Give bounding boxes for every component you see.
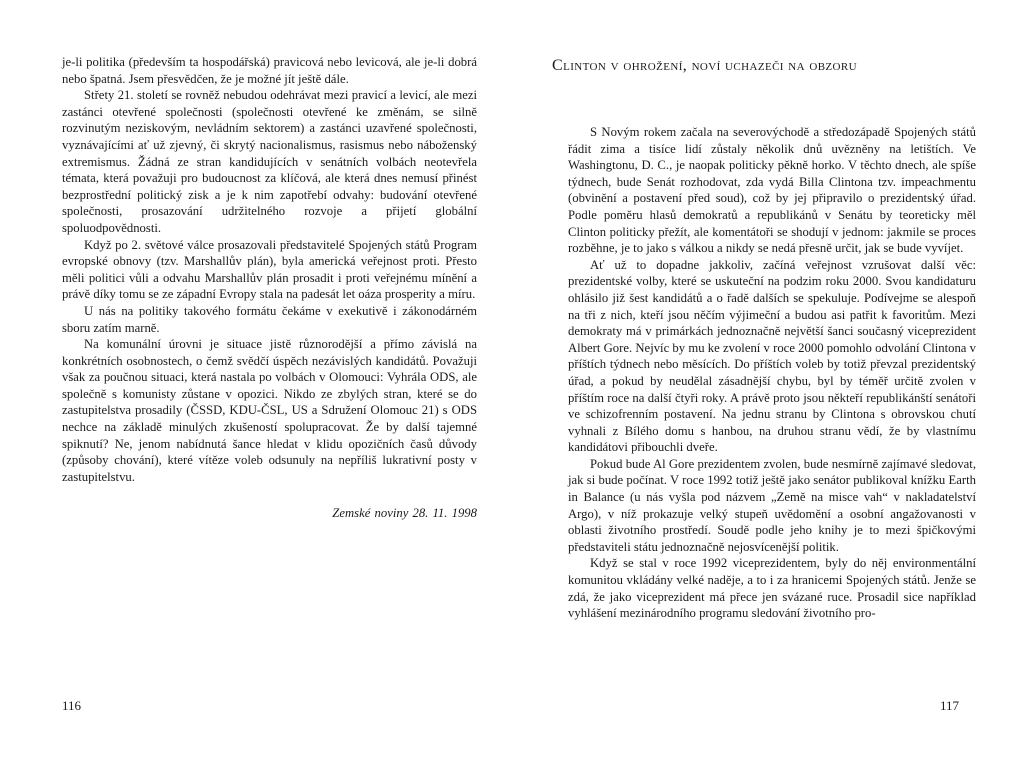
page-number: 116 [62, 698, 82, 713]
chapter-title: Clinton v ohrožení, noví uchazeči na obzoru [552, 57, 857, 74]
paragraph: Ať už to dopadne jakkoliv, začíná veřejnost vzrušovat další věc: prezidentské volby, které se uskuteční na podzim roku 2000. Svou kandidaturu ohlásilo již šest kandidátů a o řadě dalších se spekuluje. Podívejme se alespoň na tři z nich, kteří jsou něčím výjimeční a budou asi patřit k favoritům. Mezi demokraty má v primárkách jednoznačně největší šanci současný viceprezident Albert Gore. Nejvíc by mu ke zvolení v roce 2000 pomohlo odvolání Clintona v příštích týdnech nebo měsících. Do příštích voleb by totiž převzal prezidentský úřad, a pokud by neudělal zásadnější chybu, byl by téměř určitě zvolen v příštím roce na další čtyři roky. A právě proto jsou někteří republikánští senátoři ve schizofrenním postavení. Na jednu stranu by Clintona s obrovskou chutí vyhnali z Bílého domu s hanbou, na druhou stranu vědí, že by vlastnímu kandidátovi přibouchli dveře. [568, 257, 976, 455]
right-page [512, 0, 1024, 762]
paragraph: je-li politika (především ta hospodářská) pravicová nebo levicová, ale je-li dobrá nebo špatná. Jsem přesvědčen, že je možné jít ještě dále. [62, 55, 477, 86]
paragraph: Střety 21. století se rovněž nebudou odehrávat mezi pravicí a levicí, ale mezi zastánci otevřené společnosti (společnosti otevřené ke změnám, se silně rozvinutým neziskovým, nevládním sektorem) a zastánci uzavřené společnosti, vyznávajícími ať už zjevný, či skrytý nacionalismus, rasismus nebo náboženský extremismus. Žádná ze stran kandidujících v senátních volbách neotevřela témata, která považuji pro budoucnost za klíčová, ale která dnes nemusí přinést bezprostřední politický zisk a je k nim zapotřebí odvahy: budování otevřené společnosti, prosazování udržitelného rozvoje a přijetí globální spoluodpovědnosti. [62, 88, 477, 235]
left-text-column [62, 54, 477, 522]
source-citation: Zemské noviny 28. 11. 1998 [332, 506, 477, 521]
paragraph: U nás na politiky takového formátu čekáme v exekutivě i zákonodárném sboru zatím marně. [62, 303, 477, 335]
paragraph: Pokud bude Al Gore prezidentem zvolen, bude nesmírně zajímavé sledovat, jak si bude počínat. V roce 1992 totiž ještě jako senátor publikoval knížku Earth in Balance (u nás vyšla pod názvem „Země na misce vah“ v nakladatelství Argo), v níž prokazuje velký stupeň uvědomění a osobní angažovanosti v oblasti životního prostředí. Soudě podle jeho knihy je to mezi špičkovými představiteli státu jednoznačně nejosvícenější politik. [568, 456, 976, 554]
paragraph: S Novým rokem začala na severovýchodě a středozápadě Spojených států řádit zima a tisíce lidí zůstaly několik dnů uvězněny na letištích. Ve Washingtonu, D. C., je naopak politicky pěkně horko. V těchto dnech, ale spíše týdnech, bude Senát rozhodovat, zda vydá Billa Clintona tzv. impeachmentu (obvinění a postavení před soud), což by jej připravilo o prezidentský úřad. Podle poměru hlasů demokratů a republikánů v Senátu by teoreticky měl Clinton politicky přežít, ale komentátoři se shodují v jednom: jakmile se proces rozběhne, je to jako s válkou a nikdy se nedá přesně určit, jak se bude vyvíjet. [568, 125, 976, 256]
paragraph: Když se stal v roce 1992 viceprezidentem, byly do něj environmentální komunitou vkládány velké naděje, a to i za hranicemi Spojených států. Jenže se zdá, že jako viceprezident má přece jen svázané ruce. Prosadil sice například vyhlášení mezinárodního programu sledování životního pro- [568, 556, 976, 621]
paragraph: Na komunální úrovni je situace jistě různorodější a přímo závislá na konkrétních osobnostech, o čemž svědčí úspěch nezávislých kandidátů. Považuji však za poučnou situaci, která nastala po volbách v Olomouci: Vyhrála ODS, ale společně s komunisty zůstane v opozici. Nikdo ze zbylých stran, které se do zastupitelstva prosadily (ČSSD, KDU-ČSL, US a Sdružení Olomouc 21) s ODS nechce na základě minulých zkušeností spolupracovat. Že by další tajemné spiknutí? Ne, jenom nabídnutá šance hledat v klidu opozičních časů důvody (způsoby chování), které vítěze voleb odsunuly na nepříliš lukrativní posty v zastupitelstvu. [62, 337, 477, 484]
right-text-column [568, 124, 976, 622]
page-number: 117 [940, 698, 960, 713]
paragraph: Když po 2. světové válce prosazovali představitelé Spojených států Program evropské obnovy (tzv. Marshallův plán), byla americká veřejnost proti. Přesto měli politici vůli a odvahu Marshallův plán prosadit i proti veřejnému mínění a právě díky tomu se ze západní Evropy stala na padesát let oáza prosperity a míru. [62, 237, 477, 302]
